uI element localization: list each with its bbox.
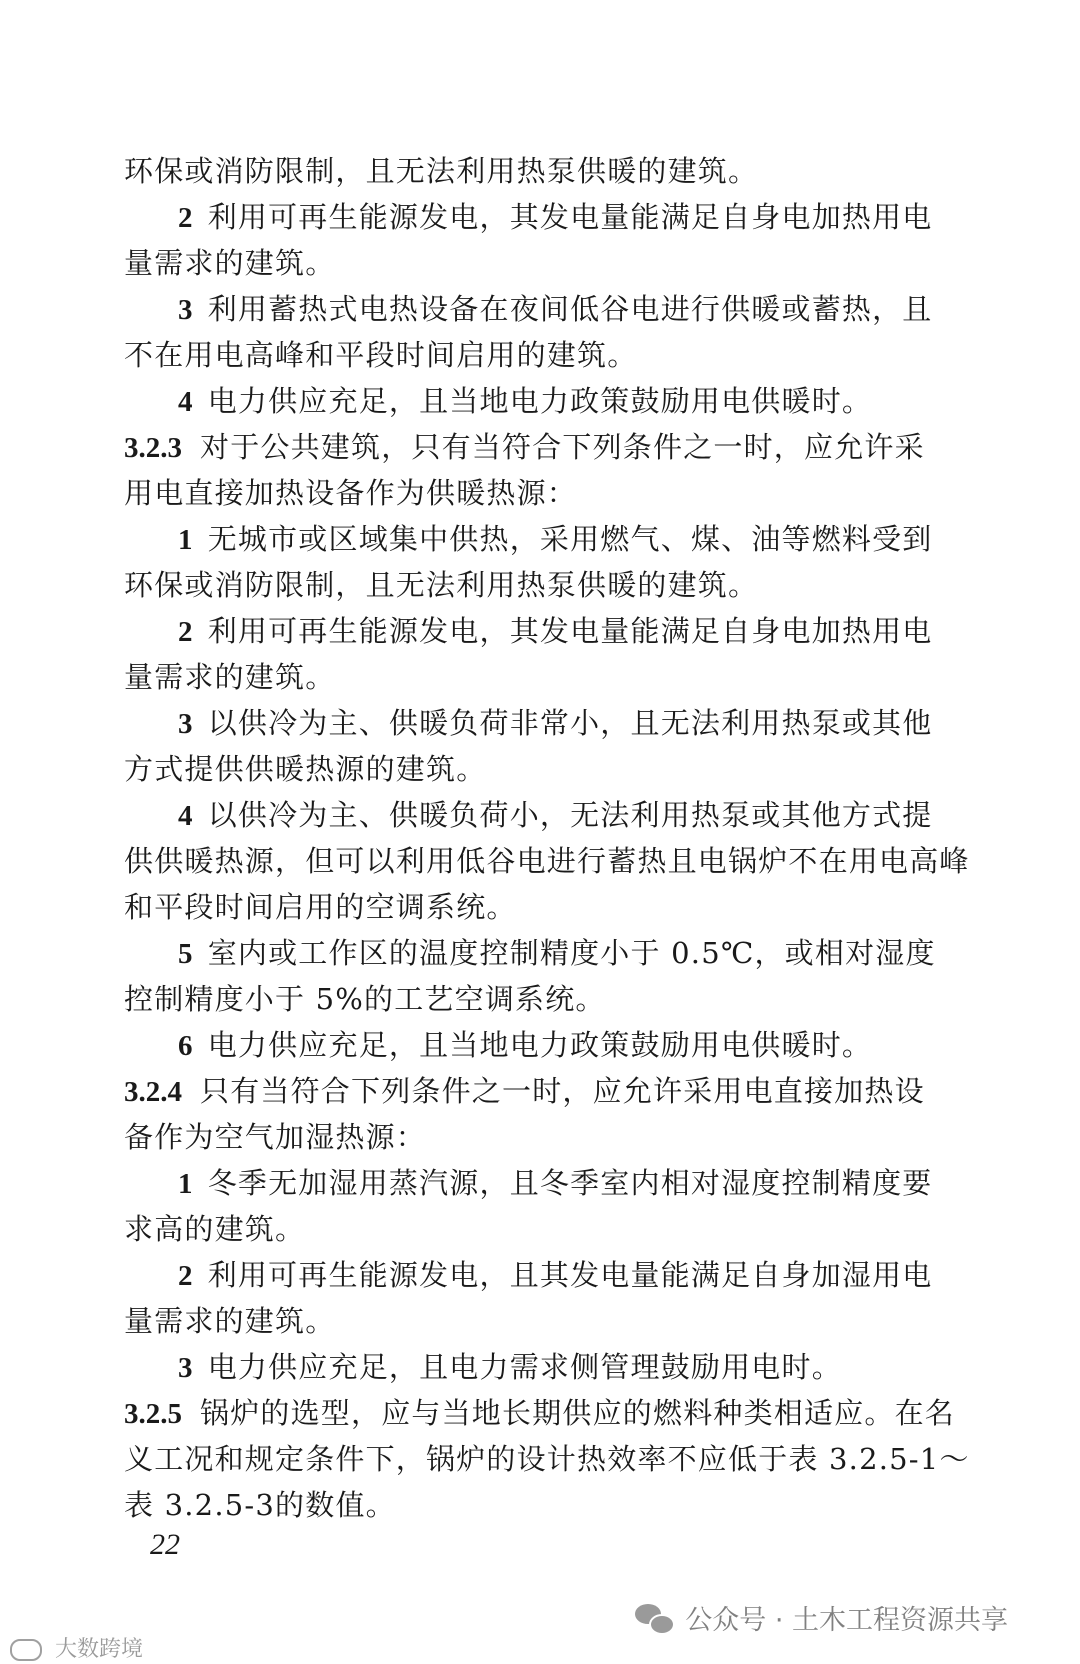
- item-number: 4: [178, 800, 194, 832]
- line-text: 量需求的建筑。: [124, 246, 336, 280]
- text-line: [124, 654, 944, 700]
- text-line: [124, 378, 944, 424]
- text-line: [124, 194, 944, 240]
- item-number: 3: [178, 294, 194, 326]
- text-line: [124, 1068, 944, 1114]
- line-text: 电力供应充足，且电力需求侧管理鼓励用电时。: [207, 1350, 842, 1384]
- item-number: 1: [178, 524, 194, 556]
- line-text: 以供冷为主、供暖负荷小，无法利用热泵或其他方式提: [207, 798, 933, 832]
- line-text: 只有当符合下列条件之一时，应允许采用电直接加热设: [200, 1074, 925, 1108]
- item-number: 3: [178, 1352, 194, 1384]
- item-number: 3: [178, 708, 194, 740]
- line-text: 室内或工作区的温度控制精度小于 0.5℃，或相对湿度: [207, 936, 936, 970]
- text-line: [124, 608, 944, 654]
- clause-number: 3.2.4: [124, 1076, 182, 1108]
- line-text: 电力供应充足，且当地电力政策鼓励用电供暖时。: [207, 1028, 873, 1062]
- line-text: 不在用电高峰和平段时间启用的建筑。: [124, 338, 638, 372]
- item-number: 4: [178, 386, 194, 418]
- text-line: [124, 286, 944, 332]
- watermark-left: [10, 1632, 143, 1663]
- item-number: 5: [178, 938, 194, 970]
- text-line: [124, 1344, 944, 1390]
- item-number: 6: [178, 1030, 194, 1062]
- page-number: 22: [150, 1528, 180, 1561]
- text-line: [124, 148, 944, 194]
- text-line: [124, 700, 944, 746]
- line-text: 控制精度小于 5%的工艺空调系统。: [124, 982, 606, 1016]
- line-text: 方式提供供暖热源的建筑。: [124, 752, 487, 786]
- text-line: [124, 562, 944, 608]
- line-text: 以供冷为主、供暖负荷非常小，且无法利用热泵或其他: [207, 706, 933, 740]
- line-text: 表 3.2.5-3的数值。: [124, 1488, 396, 1522]
- line-text: 利用可再生能源发电，且其发电量能满足自身加湿用电: [207, 1258, 933, 1292]
- wechat-icon: [635, 1602, 675, 1634]
- line-text: 量需求的建筑。: [124, 1304, 336, 1338]
- line-text: 对于公共建筑，只有当符合下列条件之一时，应允许采: [200, 430, 925, 464]
- text-line: [124, 424, 944, 470]
- text-line: [124, 792, 944, 838]
- line-text: 利用可再生能源发电，其发电量能满足自身电加热用电: [207, 200, 933, 234]
- watermark-left-text: 大数跨境: [55, 1637, 144, 1662]
- text-line: [124, 240, 944, 286]
- line-text: 环保或消防限制，且无法利用热泵供暖的建筑。: [124, 154, 759, 188]
- line-text: 求高的建筑。: [124, 1212, 306, 1246]
- text-line: [124, 332, 944, 378]
- line-text: 无城市或区域集中供热，采用燃气、煤、油等燃料受到: [207, 522, 933, 556]
- item-number: 2: [178, 1260, 194, 1292]
- item-number: 2: [178, 616, 194, 648]
- text-line: [124, 1436, 970, 1482]
- text-line: [124, 746, 944, 792]
- item-number: 1: [178, 1168, 194, 1200]
- text-line: [124, 470, 944, 516]
- watermark-right: [635, 1598, 1008, 1637]
- text-line: [124, 930, 944, 976]
- line-text: 环保或消防限制，且无法利用热泵供暖的建筑。: [124, 568, 759, 602]
- text-line: [124, 1482, 944, 1528]
- text-line: [124, 1022, 944, 1068]
- text-line: [124, 1390, 956, 1436]
- line-text: 用电直接加热设备作为供暖热源：: [124, 476, 578, 510]
- line-text: 电力供应充足，且当地电力政策鼓励用电供暖时。: [207, 384, 873, 418]
- line-text: 备作为空气加湿热源：: [124, 1120, 427, 1154]
- document-body: [124, 148, 970, 1528]
- text-line: [124, 1160, 944, 1206]
- watermark-right-text: 公众号 · 土木工程资源共享: [685, 1605, 1008, 1636]
- line-text: 冬季无加湿用蒸汽源，且冬季室内相对湿度控制精度要: [207, 1166, 933, 1200]
- line-text: 和平段时间启用的空调系统。: [124, 890, 517, 924]
- text-line: [124, 884, 944, 930]
- brand-logo-icon: [10, 1639, 42, 1661]
- clause-number: 3.2.3: [124, 432, 182, 464]
- item-number: 2: [178, 202, 194, 234]
- text-line: [124, 1114, 944, 1160]
- text-line: [124, 838, 970, 884]
- text-line: [124, 516, 944, 562]
- text-line: [124, 1298, 944, 1344]
- line-text: 锅炉的选型，应与当地长期供应的燃料种类相适应。在名: [200, 1396, 956, 1430]
- text-line: [124, 1252, 944, 1298]
- text-line: [124, 976, 944, 1022]
- line-text: 义工况和规定条件下，锅炉的设计热效率不应低于表 3.2.5-1～: [124, 1442, 970, 1476]
- text-line: [124, 1206, 944, 1252]
- line-text: 利用蓄热式电热设备在夜间低谷电进行供暖或蓄热，且: [207, 292, 933, 326]
- line-text: 量需求的建筑。: [124, 660, 336, 694]
- line-text: 利用可再生能源发电，其发电量能满足自身电加热用电: [207, 614, 933, 648]
- line-text: 供供暖热源，但可以利用低谷电进行蓄热且电锅炉不在用电高峰: [124, 844, 970, 878]
- clause-number: 3.2.5: [124, 1398, 182, 1430]
